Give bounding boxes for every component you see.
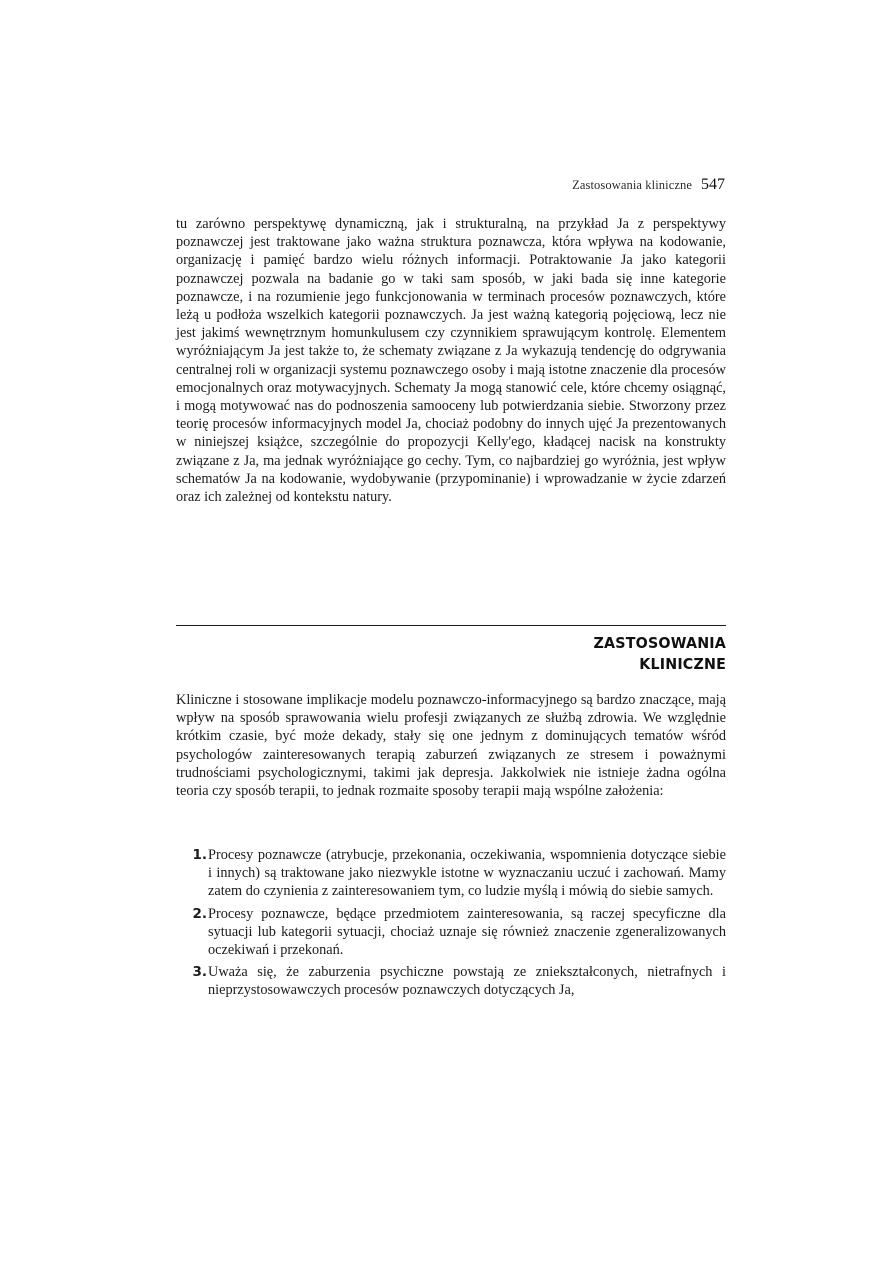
list-item-text: Procesy poznawcze, będące przedmiotem zainteresowania, są raczej specyficzne dla sytuacji lub kategorii sytuacji, chociaż uznaje się również znaczenie zgeneralizowanych oczekiwań i przekonań.: [208, 905, 726, 959]
section-intro-paragraph: [176, 691, 726, 800]
list-item-number: 3.: [192, 964, 207, 981]
list-item-number: 1.: [192, 847, 207, 863]
section-heading-line-2: KLINICZNE: [639, 655, 726, 673]
paragraph-text: tu zarówno perspektywę dynamiczną, jak i strukturalną, na przykład Ja z perspektywy poznawczej jest traktowane jako ważna struktura poznawcza, która wpływa na kodowanie, organizację i pamięć bardzo wielu różnych informacji. Potraktowanie Ja jako kategorii poznawczej pozwala na badanie go w taki sam sposób, w jaki bada się inne kategorie poznawcze, i na rozumienie jego funkcjonowania w terminach procesów poznawczych, które leżą u podłoża wszelkich kategorii poznawczych. Ja jest ważną kategorią pojęciową, lecz nie jest jakimś wewnętrznym homunkulusem czy czynnikiem sprawującym kontrolę. Elementem wyróżniającym Ja jest także to, że schematy związane z Ja wykazują tendencję do odgrywania centralnej roli w organizacji systemu poznawczego osoby i mają istotne znaczenie dla procesów emocjonalnych oraz motywacyjnych. Schematy Ja mogą stanowić cele, które chcemy osiągnąć, i mogą motywować nas do podnoszenia samooceny lub potwierdzania siebie. Stworzony przez teorię procesów informacyjnych model Ja, chociaż podobny do innych ujęć Ja prezentowanych w niniejszej książce, szczególnie do propozycji Kelly'ego, kładącej nacisk na konstrukty związane z Ja, ma jednak wyróżniające go cechy. Tym, co najbardziej go wyróżnia, jest wpływ schematów Ja na kodowanie, wydobywanie (przypominanie) i wprowadzanie w życie zdarzeń oraz ich zależnej od kontekstu natury.: [176, 216, 726, 506]
list-item-number: 2.: [192, 905, 207, 922]
list-item-text: Procesy poznawcze (atrybucje, przekonania, oczekiwania, wspomnienia dotyczące siebie i innych) są traktowane jako niezwykle istotne w wyznaczaniu uczuć i zachowań. Mamy zatem do czynienia z zainteresowaniem tym, co ludzie myślą i mówią do siebie samych.: [208, 847, 726, 900]
section-divider: [176, 625, 726, 626]
body-paragraph-top: [176, 215, 726, 506]
section-heading: [593, 633, 726, 675]
running-head: [572, 176, 725, 194]
running-head-title: Zastosowania kliniczne: [572, 178, 692, 192]
page-number: 547: [701, 176, 725, 193]
list-item: [176, 963, 726, 999]
numbered-list: [176, 846, 726, 1004]
list-item: [176, 846, 726, 901]
paragraph-text: Kliniczne i stosowane implikacje modelu poznawczo-informacyjnego są bardzo znaczące, mają wpływ na sposób sprawowania wielu profesji związanych ze służbą zdrowia. We względnie krótkim czasie, być może dekady, stały się one jednym z dominujących tematów wśród psychologów zainteresowanych terapią zaburzeń związanych ze stresem i poważnymi trudnościami psychologicznymi, takimi jak depresja. Jakkolwiek nie istnieje żadna ogólna teoria czy sposób terapii, to jednak rozmaite sposoby terapii mają wspólne założenia:: [176, 692, 726, 800]
list-item-text: Uważa się, że zaburzenia psychiczne powstają ze zniekształconych, nietrafnych i nieprzystosowawczych procesów poznawczych dotyczących Ja,: [208, 964, 726, 999]
list-item: [176, 905, 726, 960]
section-heading-line-1: ZASTOSOWANIA: [593, 634, 726, 652]
